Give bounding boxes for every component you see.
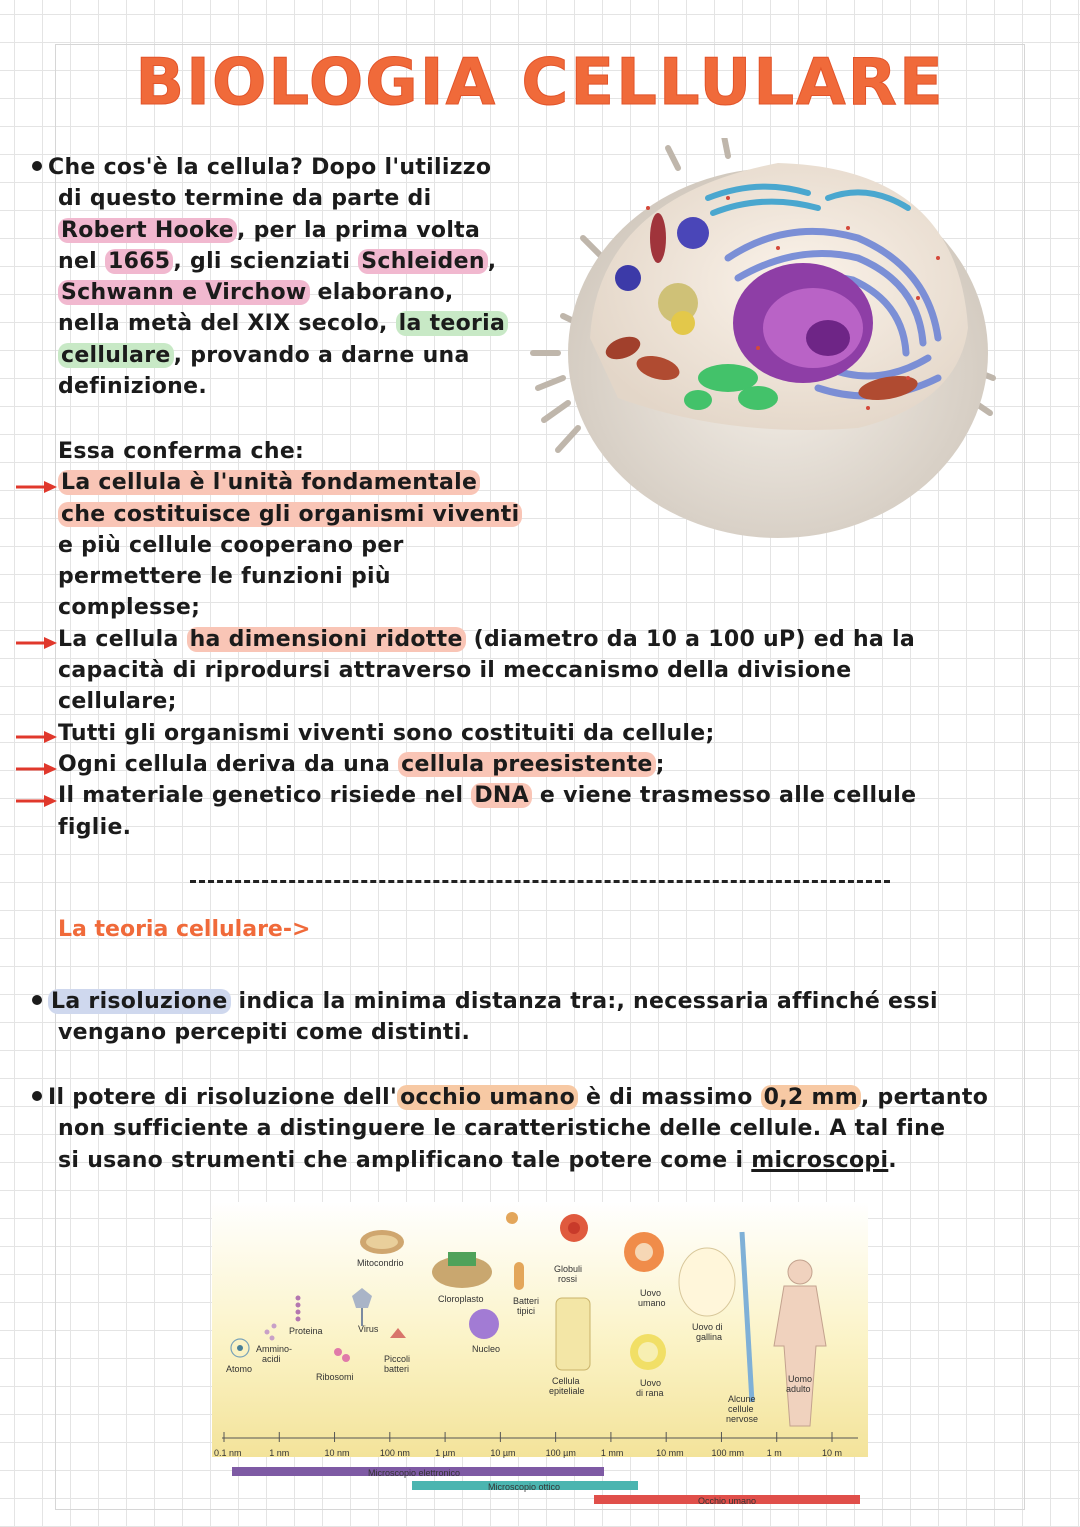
intro-line: definizione. — [58, 374, 207, 400]
label-uovo-umano: Uovo — [640, 1288, 662, 1298]
scale-tick-label: 0.1 nm — [214, 1448, 242, 1458]
intro-line: elaborano, — [309, 280, 454, 306]
intro-line: , provando a darne una — [173, 342, 470, 368]
intro-paragraph — [32, 152, 532, 402]
confirm-line: Ogni cellula deriva da una — [58, 751, 399, 777]
intro-line: nel — [58, 248, 105, 274]
arrow-right-icon — [14, 794, 58, 808]
label-virus: Virus — [358, 1324, 379, 1334]
intro-line: , per la prima volta — [236, 217, 481, 243]
scale-tick-label: 100 mm — [711, 1448, 744, 1458]
eye-line: , pertanto — [860, 1085, 989, 1110]
bullet-dot-icon — [32, 1091, 42, 1101]
scale-tick-label: 10 mm — [656, 1448, 684, 1458]
confirm-line: e viene trasmesso alle cellule — [531, 783, 917, 809]
confirm-section — [58, 436, 1018, 843]
label-cellule-nervose: nervose — [726, 1414, 759, 1424]
resolution-paragraph — [32, 986, 1032, 1049]
highlight-cellula-preesistente: cellula preesistente — [398, 752, 655, 777]
eye-line: non sufficiente a distinguere le caratteristiche delle cellule. A tal fine — [58, 1116, 946, 1142]
confirm-line: permettere le funzioni più — [58, 564, 391, 590]
dashed-divider — [190, 880, 890, 883]
confirm-line: e più cellule cooperano per — [58, 532, 404, 558]
label-microscopio-elettronico: Microscopio elettronico — [368, 1468, 461, 1478]
frog-egg-icon — [630, 1334, 666, 1370]
scale-tick-label: 10 nm — [324, 1448, 350, 1458]
label-nucleo: Nucleo — [472, 1344, 501, 1354]
label-uomo-adulto: adulto — [786, 1384, 811, 1394]
page-title: BIOLOGIA CELLULARE — [135, 46, 945, 120]
intro-line: nella metà del XIX secolo, — [58, 311, 396, 337]
label-globuli-rossi: rossi — [558, 1274, 578, 1284]
eye-line: . — [888, 1147, 897, 1173]
eye-line: si usano strumenti che amplificano tale potere come i — [58, 1147, 752, 1173]
scale-tick-label: 10 µm — [490, 1448, 516, 1458]
confirm-line: cellulare; — [58, 689, 177, 715]
label-ribosomi: Ribosomi — [316, 1372, 354, 1382]
scale-tick-label: 1 nm — [269, 1448, 290, 1458]
intro-line: , gli scienziati — [173, 248, 359, 274]
intro-line: di questo termine da parte di — [58, 186, 432, 212]
label-uovo-gallina: gallina — [696, 1332, 723, 1342]
label-uovo-gallina: Uovo di — [692, 1322, 723, 1332]
label-cellule-nervose: Alcune — [728, 1394, 756, 1404]
highlight-teoria: la teoria — [396, 311, 509, 336]
confirm-line: figlie. — [58, 814, 132, 840]
label-occhio-umano: Occhio umano — [698, 1496, 757, 1506]
highlight-occhio-umano: occhio umano — [397, 1085, 578, 1110]
confirm-line: (diametro da 10 a 100 uP) ed ha la — [465, 626, 916, 652]
highlight-cellulare: cellulare — [58, 343, 174, 368]
label-batteri-tipici: Batteri — [513, 1296, 540, 1306]
eye-line: è di massimo — [578, 1085, 761, 1110]
label-microscopio-ottico: Microscopio ottico — [488, 1482, 561, 1492]
arrow-right-icon — [14, 480, 58, 494]
label-amminoacidi: Ammino- — [256, 1344, 293, 1354]
label-cellula-epiteliale: Cellula — [552, 1376, 580, 1386]
label-globuli-rossi: Globuli — [554, 1264, 583, 1274]
label-uomo-adulto: Uomo — [788, 1374, 813, 1384]
label-cellule-nervose: cellule — [728, 1404, 754, 1414]
label-amminoacidi: acidi — [262, 1354, 281, 1364]
confirm-line: capacità di riprodursi attraverso il meccanismo della divisione — [58, 658, 852, 684]
highlight-mm: 0,2 mm — [761, 1085, 861, 1110]
label-mitocondrio: Mitocondrio — [357, 1258, 404, 1268]
resolution-line: vengano percepiti come distinti. — [58, 1020, 471, 1046]
confirm-line: Tutti gli organismi viventi sono costituiti da cellule; — [58, 720, 715, 746]
confirm-line: Il materiale genetico risiede nel — [58, 783, 472, 809]
resolution-line: indica la minima distanza tra:, necessaria affinché essi — [230, 989, 938, 1014]
label-piccoli-batteri: Piccoli — [384, 1354, 411, 1364]
highlight-dna: DNA — [471, 783, 532, 808]
label-atomo: Atomo — [226, 1364, 253, 1374]
label-proteina: Proteina — [289, 1326, 323, 1336]
intro-line: Che cos'è la cellula? Dopo l'utilizzo — [48, 155, 492, 180]
label-piccoli-batteri: batteri — [384, 1364, 410, 1374]
confirm-line: La cellula — [58, 626, 187, 652]
size-scale-figure — [212, 1202, 868, 1506]
scale-tick-label: 100 µm — [545, 1448, 576, 1458]
epithelial-cell-icon — [556, 1298, 590, 1370]
bullet-dot-icon — [32, 995, 42, 1005]
highlight-dimensioni-ridotte: ha dimensioni ridotte — [187, 627, 466, 652]
highlight-risoluzione: La risoluzione — [48, 989, 231, 1014]
highlight-year: 1665 — [105, 249, 173, 274]
eye-line: Il potere di risoluzione dell' — [48, 1085, 398, 1110]
red-blood-cell-icon — [560, 1214, 588, 1242]
label-uovo-umano: umano — [638, 1298, 666, 1308]
scale-tick-label: 1 µm — [435, 1448, 456, 1458]
teoria-cellulare-link[interactable]: La teoria cellulare-> — [58, 917, 311, 942]
nucleus-icon — [469, 1309, 499, 1339]
human-egg-icon — [624, 1232, 664, 1272]
highlight-unita-fondamentale: La cellula è l'unità fondamentale — [58, 470, 480, 495]
label-cellula-epiteliale: epiteliale — [549, 1386, 585, 1396]
arrow-right-icon — [14, 730, 58, 744]
highlight-robert-hooke: Robert Hooke — [58, 218, 237, 243]
highlight-schleiden: Schleiden — [358, 249, 488, 274]
microscopi-underlined: microscopi — [751, 1147, 889, 1173]
highlight-schwann-virchow: Schwann e Virchow — [58, 280, 310, 305]
confirm-line: complesse; — [58, 595, 201, 621]
confirm-heading: Essa conferma che: — [58, 439, 305, 464]
mitochondrion-icon — [360, 1230, 404, 1254]
chicken-egg-icon — [679, 1248, 735, 1316]
scale-tick-label: 1 mm — [600, 1448, 624, 1458]
scale-tick-label: 100 nm — [379, 1448, 410, 1458]
label-uovo-rana: di rana — [636, 1388, 664, 1398]
highlight-organismi-viventi: che costituisce gli organismi viventi — [58, 502, 522, 527]
label-batteri-tipici: tipici — [517, 1306, 536, 1316]
label-uovo-rana: Uovo — [640, 1378, 662, 1388]
intro-line: , — [487, 248, 497, 274]
eye-paragraph — [32, 1082, 1052, 1176]
bullet-dot-icon — [32, 161, 42, 171]
scale-tick-label: 1 m — [766, 1448, 782, 1458]
arrow-right-icon — [14, 636, 58, 650]
label-cloroplasto: Cloroplasto — [438, 1294, 484, 1304]
confirm-line: ; — [655, 751, 665, 777]
arrow-right-icon — [14, 762, 58, 776]
scale-tick-label: 10 m — [822, 1448, 843, 1458]
